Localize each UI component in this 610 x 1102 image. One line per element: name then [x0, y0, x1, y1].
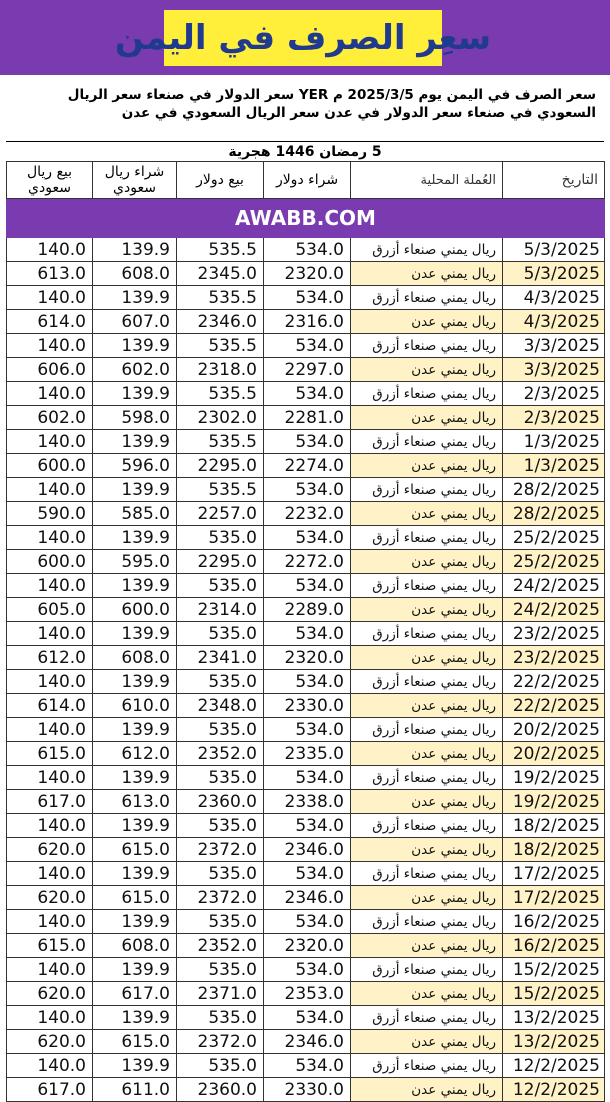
table-row [7, 718, 605, 742]
cell-usd-buy: 2232.0 [264, 502, 351, 526]
cell-sar-sell: 620.0 [7, 886, 93, 910]
cell-sar-buy: 600.0 [93, 598, 177, 622]
cell-usd-sell: 535.0 [177, 766, 264, 790]
cell-sar-buy: 139.9 [93, 430, 177, 454]
cell-sar-sell: 602.0 [7, 406, 93, 430]
cell-currency: ريال يمني صنعاء أزرق [351, 382, 503, 406]
cell-sar-buy: 608.0 [93, 934, 177, 958]
cell-sar-sell: 615.0 [7, 742, 93, 766]
cell-sar-sell: 140.0 [7, 718, 93, 742]
cell-currency: ريال يمني صنعاء أزرق [351, 286, 503, 310]
cell-sar-buy: 139.9 [93, 862, 177, 886]
table-row [7, 958, 605, 982]
cell-usd-buy: 534.0 [264, 910, 351, 934]
header-sar-buy: شراء ريال سعودي [93, 162, 177, 199]
cell-usd-sell: 2352.0 [177, 934, 264, 958]
cell-date: 15/2/2025 [503, 982, 605, 1006]
cell-currency: ريال يمني صنعاء أزرق [351, 334, 503, 358]
exchange-rate-table [6, 161, 605, 1102]
cell-currency: ريال يمني عدن [351, 1078, 503, 1102]
cell-usd-sell: 2345.0 [177, 262, 264, 286]
cell-date: 4/3/2025 [503, 286, 605, 310]
cell-usd-sell: 535.5 [177, 382, 264, 406]
table-row [7, 262, 605, 286]
cell-date: 16/2/2025 [503, 910, 605, 934]
cell-usd-buy: 2320.0 [264, 262, 351, 286]
cell-currency: ريال يمني عدن [351, 1030, 503, 1054]
cell-usd-sell: 2360.0 [177, 790, 264, 814]
cell-currency: ريال يمني صنعاء أزرق [351, 1006, 503, 1030]
cell-sar-sell: 620.0 [7, 838, 93, 862]
cell-currency: ريال يمني عدن [351, 982, 503, 1006]
cell-usd-buy: 534.0 [264, 862, 351, 886]
header-date: التاريخ [503, 162, 605, 199]
cell-sar-buy: 602.0 [93, 358, 177, 382]
cell-usd-buy: 534.0 [264, 958, 351, 982]
cell-currency: ريال يمني صنعاء أزرق [351, 766, 503, 790]
cell-usd-sell: 535.0 [177, 862, 264, 886]
cell-date: 12/2/2025 [503, 1054, 605, 1078]
cell-currency: ريال يمني صنعاء أزرق [351, 574, 503, 598]
cell-currency: ريال يمني عدن [351, 694, 503, 718]
cell-usd-sell: 535.0 [177, 910, 264, 934]
cell-sar-sell: 600.0 [7, 550, 93, 574]
cell-currency: ريال يمني عدن [351, 502, 503, 526]
site-label-row [7, 199, 605, 238]
cell-sar-buy: 139.9 [93, 238, 177, 262]
cell-currency: ريال يمني صنعاء أزرق [351, 238, 503, 262]
cell-sar-buy: 139.9 [93, 718, 177, 742]
cell-sar-buy: 139.9 [93, 1054, 177, 1078]
cell-sar-buy: 613.0 [93, 790, 177, 814]
cell-usd-sell: 2372.0 [177, 886, 264, 910]
cell-usd-sell: 535.5 [177, 286, 264, 310]
cell-date: 28/2/2025 [503, 478, 605, 502]
cell-usd-sell: 535.5 [177, 478, 264, 502]
cell-sar-sell: 613.0 [7, 262, 93, 286]
cell-sar-sell: 140.0 [7, 958, 93, 982]
page-title: سعِر الصرف في اليمن [114, 18, 492, 58]
cell-usd-buy: 2281.0 [264, 406, 351, 430]
cell-date: 3/3/2025 [503, 334, 605, 358]
site-label: AWABB.COM [7, 199, 605, 238]
cell-sar-sell: 140.0 [7, 766, 93, 790]
cell-date: 25/2/2025 [503, 550, 605, 574]
cell-date: 2/3/2025 [503, 406, 605, 430]
table-row [7, 238, 605, 262]
cell-sar-sell: 620.0 [7, 982, 93, 1006]
cell-date: 22/2/2025 [503, 694, 605, 718]
cell-sar-sell: 140.0 [7, 1054, 93, 1078]
cell-date: 23/2/2025 [503, 646, 605, 670]
cell-sar-buy: 610.0 [93, 694, 177, 718]
table-row [7, 646, 605, 670]
cell-sar-buy: 615.0 [93, 886, 177, 910]
cell-currency: ريال يمني صنعاء أزرق [351, 958, 503, 982]
cell-currency: ريال يمني صنعاء أزرق [351, 526, 503, 550]
table-row [7, 334, 605, 358]
table-row [7, 574, 605, 598]
table-row [7, 310, 605, 334]
cell-sar-buy: 139.9 [93, 382, 177, 406]
cell-sar-buy: 608.0 [93, 262, 177, 286]
cell-usd-sell: 535.0 [177, 958, 264, 982]
cell-sar-buy: 139.9 [93, 574, 177, 598]
table-row [7, 406, 605, 430]
table-row [7, 814, 605, 838]
cell-sar-buy: 607.0 [93, 310, 177, 334]
table-row [7, 862, 605, 886]
table-row [7, 1006, 605, 1030]
table-row [7, 934, 605, 958]
cell-date: 3/3/2025 [503, 358, 605, 382]
cell-date: 4/3/2025 [503, 310, 605, 334]
cell-usd-buy: 534.0 [264, 1006, 351, 1030]
table-row [7, 1078, 605, 1102]
table-row [7, 382, 605, 406]
cell-sar-buy: 617.0 [93, 982, 177, 1006]
header-sar-sell: بيع ريال سعودي [7, 162, 93, 199]
cell-date: 20/2/2025 [503, 718, 605, 742]
cell-usd-sell: 2371.0 [177, 982, 264, 1006]
cell-currency: ريال يمني عدن [351, 838, 503, 862]
cell-usd-buy: 2346.0 [264, 838, 351, 862]
cell-usd-buy: 534.0 [264, 622, 351, 646]
header-usd-sell: بيع دولار [177, 162, 264, 199]
cell-date: 1/3/2025 [503, 454, 605, 478]
cell-date: 17/2/2025 [503, 862, 605, 886]
cell-currency: ريال يمني عدن [351, 550, 503, 574]
table-row [7, 622, 605, 646]
cell-sar-sell: 140.0 [7, 430, 93, 454]
cell-usd-buy: 534.0 [264, 574, 351, 598]
cell-usd-sell: 2372.0 [177, 1030, 264, 1054]
cell-sar-sell: 140.0 [7, 670, 93, 694]
title-banner [0, 0, 610, 75]
cell-usd-sell: 535.0 [177, 718, 264, 742]
cell-currency: ريال يمني عدن [351, 646, 503, 670]
cell-sar-sell: 140.0 [7, 814, 93, 838]
cell-usd-buy: 2316.0 [264, 310, 351, 334]
cell-sar-buy: 139.9 [93, 286, 177, 310]
cell-usd-sell: 2302.0 [177, 406, 264, 430]
header-currency: العُملة المحلية [351, 162, 503, 199]
cell-usd-sell: 2352.0 [177, 742, 264, 766]
cell-currency: ريال يمني عدن [351, 358, 503, 382]
cell-usd-buy: 534.0 [264, 238, 351, 262]
cell-currency: ريال يمني صنعاء أزرق [351, 718, 503, 742]
cell-sar-buy: 611.0 [93, 1078, 177, 1102]
cell-sar-buy: 595.0 [93, 550, 177, 574]
table-row [7, 430, 605, 454]
table-row [7, 742, 605, 766]
cell-sar-sell: 614.0 [7, 694, 93, 718]
cell-usd-sell: 2372.0 [177, 838, 264, 862]
cell-currency: ريال يمني عدن [351, 886, 503, 910]
cell-date: 18/2/2025 [503, 838, 605, 862]
cell-usd-sell: 2318.0 [177, 358, 264, 382]
cell-sar-buy: 139.9 [93, 622, 177, 646]
cell-sar-sell: 140.0 [7, 238, 93, 262]
cell-usd-sell: 535.0 [177, 574, 264, 598]
cell-currency: ريال يمني عدن [351, 598, 503, 622]
cell-currency: ريال يمني صنعاء أزرق [351, 430, 503, 454]
cell-currency: ريال يمني صنعاء أزرق [351, 1054, 503, 1078]
cell-sar-buy: 139.9 [93, 766, 177, 790]
cell-sar-sell: 614.0 [7, 310, 93, 334]
cell-date: 5/3/2025 [503, 238, 605, 262]
cell-usd-sell: 535.5 [177, 238, 264, 262]
cell-sar-sell: 620.0 [7, 1030, 93, 1054]
cell-sar-sell: 140.0 [7, 382, 93, 406]
cell-usd-buy: 2274.0 [264, 454, 351, 478]
cell-sar-buy: 139.9 [93, 1006, 177, 1030]
cell-sar-buy: 139.9 [93, 958, 177, 982]
cell-currency: ريال يمني صنعاء أزرق [351, 814, 503, 838]
cell-sar-buy: 139.9 [93, 814, 177, 838]
cell-usd-buy: 2330.0 [264, 1078, 351, 1102]
cell-usd-sell: 535.0 [177, 622, 264, 646]
title-box [114, 10, 492, 66]
cell-date: 16/2/2025 [503, 934, 605, 958]
cell-sar-sell: 617.0 [7, 790, 93, 814]
cell-sar-buy: 139.9 [93, 670, 177, 694]
cell-usd-buy: 534.0 [264, 814, 351, 838]
cell-sar-buy: 596.0 [93, 454, 177, 478]
cell-currency: ريال يمني عدن [351, 790, 503, 814]
table-row [7, 1054, 605, 1078]
cell-sar-buy: 139.9 [93, 910, 177, 934]
cell-usd-sell: 2341.0 [177, 646, 264, 670]
table-row [7, 838, 605, 862]
cell-currency: ريال يمني عدن [351, 454, 503, 478]
cell-currency: ريال يمني صنعاء أزرق [351, 670, 503, 694]
cell-usd-buy: 534.0 [264, 718, 351, 742]
cell-usd-buy: 2338.0 [264, 790, 351, 814]
cell-sar-buy: 612.0 [93, 742, 177, 766]
cell-date: 1/3/2025 [503, 430, 605, 454]
cell-usd-buy: 534.0 [264, 670, 351, 694]
table-row [7, 670, 605, 694]
cell-usd-buy: 2346.0 [264, 1030, 351, 1054]
cell-usd-sell: 2295.0 [177, 550, 264, 574]
cell-date: 20/2/2025 [503, 742, 605, 766]
cell-usd-sell: 535.0 [177, 1006, 264, 1030]
cell-usd-buy: 2320.0 [264, 934, 351, 958]
cell-sar-buy: 139.9 [93, 334, 177, 358]
cell-usd-buy: 534.0 [264, 430, 351, 454]
cell-sar-sell: 612.0 [7, 646, 93, 670]
cell-usd-sell: 2314.0 [177, 598, 264, 622]
table-row [7, 982, 605, 1006]
cell-usd-buy: 534.0 [264, 334, 351, 358]
table-row [7, 454, 605, 478]
cell-date: 15/2/2025 [503, 958, 605, 982]
description-text: سعر الصرف في اليمن يوم 2025/3/5 م YER سعر الدولار في صنعاء سعر الريال السعودي في صنعاء سعر الدولار في عدن سعر الريال السعودي في عدن [67, 87, 596, 121]
cell-usd-sell: 535.0 [177, 670, 264, 694]
cell-sar-buy: 615.0 [93, 838, 177, 862]
cell-date: 25/2/2025 [503, 526, 605, 550]
table-row [7, 526, 605, 550]
cell-sar-sell: 606.0 [7, 358, 93, 382]
cell-date: 22/2/2025 [503, 670, 605, 694]
table-row [7, 910, 605, 934]
table-row [7, 478, 605, 502]
cell-date: 19/2/2025 [503, 790, 605, 814]
cell-usd-buy: 2297.0 [264, 358, 351, 382]
cell-sar-sell: 600.0 [7, 454, 93, 478]
table-row [7, 766, 605, 790]
cell-usd-sell: 2257.0 [177, 502, 264, 526]
cell-currency: ريال يمني صنعاء أزرق [351, 478, 503, 502]
header-usd-buy: شراء دولار [264, 162, 351, 199]
cell-usd-buy: 534.0 [264, 766, 351, 790]
cell-date: 24/2/2025 [503, 574, 605, 598]
table-row [7, 502, 605, 526]
cell-usd-buy: 2320.0 [264, 646, 351, 670]
cell-sar-sell: 140.0 [7, 910, 93, 934]
cell-usd-buy: 534.0 [264, 478, 351, 502]
cell-date: 23/2/2025 [503, 622, 605, 646]
cell-sar-buy: 615.0 [93, 1030, 177, 1054]
cell-usd-buy: 534.0 [264, 1054, 351, 1078]
cell-usd-buy: 534.0 [264, 526, 351, 550]
cell-usd-sell: 535.5 [177, 334, 264, 358]
cell-sar-sell: 617.0 [7, 1078, 93, 1102]
cell-currency: ريال يمني صنعاء أزرق [351, 862, 503, 886]
cell-sar-sell: 615.0 [7, 934, 93, 958]
cell-usd-buy: 2346.0 [264, 886, 351, 910]
cell-usd-sell: 2360.0 [177, 1078, 264, 1102]
cell-sar-sell: 140.0 [7, 526, 93, 550]
table-row [7, 286, 605, 310]
table-row [7, 358, 605, 382]
table-row [7, 598, 605, 622]
table-row [7, 550, 605, 574]
cell-usd-buy: 2289.0 [264, 598, 351, 622]
cell-date: 28/2/2025 [503, 502, 605, 526]
cell-currency: ريال يمني عدن [351, 406, 503, 430]
cell-date: 13/2/2025 [503, 1006, 605, 1030]
cell-date: 2/3/2025 [503, 382, 605, 406]
cell-currency: ريال يمني عدن [351, 742, 503, 766]
cell-currency: ريال يمني عدن [351, 934, 503, 958]
cell-sar-buy: 139.9 [93, 478, 177, 502]
table-row [7, 1030, 605, 1054]
cell-sar-sell: 140.0 [7, 478, 93, 502]
cell-currency: ريال يمني عدن [351, 262, 503, 286]
cell-usd-sell: 535.0 [177, 814, 264, 838]
cell-sar-buy: 139.9 [93, 526, 177, 550]
cell-date: 19/2/2025 [503, 766, 605, 790]
table-row [7, 790, 605, 814]
cell-sar-sell: 590.0 [7, 502, 93, 526]
hijri-date: 5 رمضان 1446 هجرية [6, 141, 604, 163]
cell-usd-sell: 2348.0 [177, 694, 264, 718]
cell-date: 17/2/2025 [503, 886, 605, 910]
cell-usd-sell: 2346.0 [177, 310, 264, 334]
cell-sar-sell: 140.0 [7, 622, 93, 646]
cell-usd-buy: 534.0 [264, 286, 351, 310]
cell-usd-buy: 2353.0 [264, 982, 351, 1006]
cell-date: 5/3/2025 [503, 262, 605, 286]
cell-currency: ريال يمني عدن [351, 310, 503, 334]
cell-usd-sell: 535.0 [177, 526, 264, 550]
cell-sar-buy: 598.0 [93, 406, 177, 430]
cell-usd-sell: 535.0 [177, 1054, 264, 1078]
table-header-row [7, 162, 605, 199]
cell-usd-sell: 2295.0 [177, 454, 264, 478]
cell-usd-sell: 535.5 [177, 430, 264, 454]
cell-currency: ريال يمني صنعاء أزرق [351, 622, 503, 646]
cell-date: 12/2/2025 [503, 1078, 605, 1102]
cell-sar-sell: 140.0 [7, 574, 93, 598]
cell-sar-sell: 140.0 [7, 334, 93, 358]
cell-sar-sell: 605.0 [7, 598, 93, 622]
cell-usd-buy: 2272.0 [264, 550, 351, 574]
cell-sar-sell: 140.0 [7, 1006, 93, 1030]
cell-sar-sell: 140.0 [7, 862, 93, 886]
cell-usd-buy: 534.0 [264, 382, 351, 406]
table-row [7, 886, 605, 910]
cell-sar-sell: 140.0 [7, 286, 93, 310]
cell-sar-buy: 585.0 [93, 502, 177, 526]
cell-date: 18/2/2025 [503, 814, 605, 838]
cell-date: 13/2/2025 [503, 1030, 605, 1054]
cell-sar-buy: 608.0 [93, 646, 177, 670]
cell-date: 24/2/2025 [503, 598, 605, 622]
cell-usd-buy: 2335.0 [264, 742, 351, 766]
cell-currency: ريال يمني صنعاء أزرق [351, 910, 503, 934]
cell-usd-buy: 2330.0 [264, 694, 351, 718]
table-row [7, 694, 605, 718]
